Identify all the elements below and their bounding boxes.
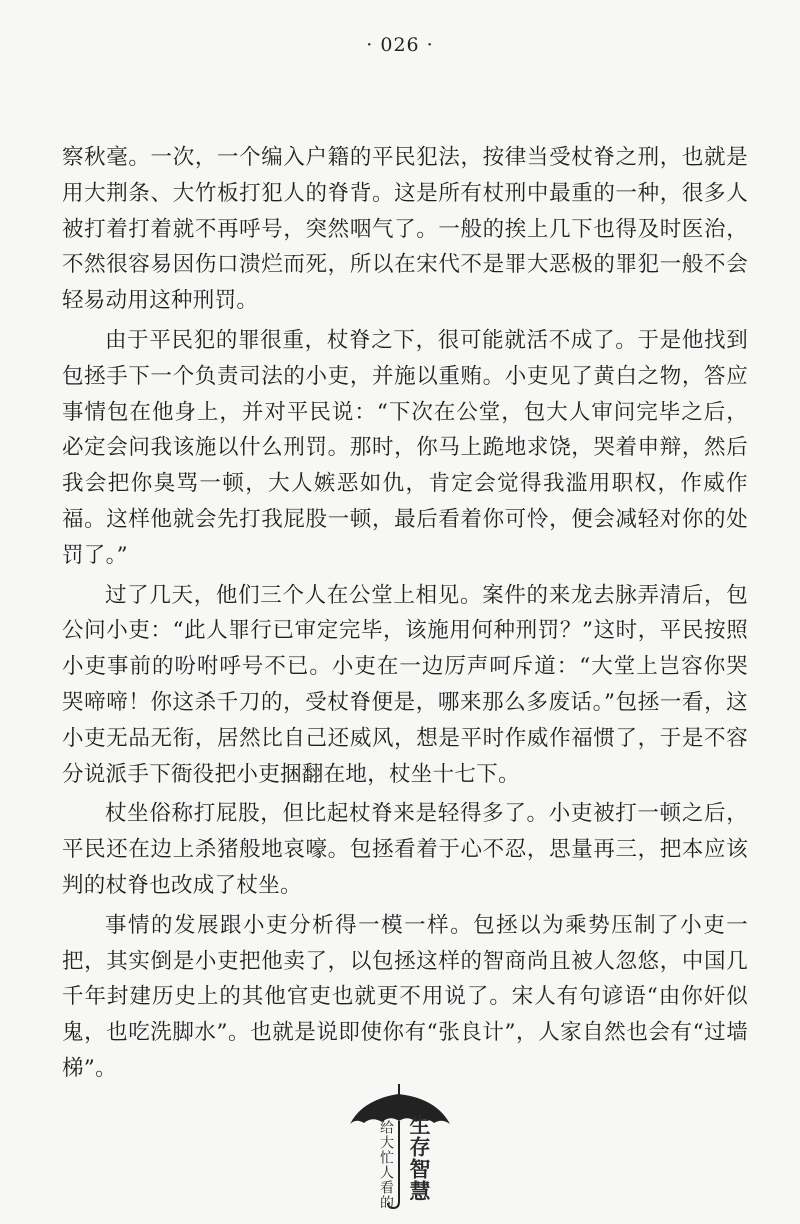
paragraph-5: 事情的发展跟小吏分析得一模一样。包拯以为乘势压制了小吏一把，其实倒是小吏把他卖了，以包拯这样的智商尚且被人忽悠，中国几千年封建历史上的其他官吏也就更不用说了。宋人有句谚语“由你奸似鬼，也吃洗脚水”。也就是说即使你有“张良计”，人家自然也会有“过墙梯”。: [62, 912, 748, 1081]
paragraph-4: 杖坐俗称打屁股，但比起杖脊来是轻得多了。小吏被打一顿之后，平民还在边上杀猪般地哀嚎。包拯看着于心不忍，思量再三，把本应该判的杖脊也改成了杖坐。: [62, 801, 748, 898]
umbrella-icon: [346, 1080, 456, 1210]
footer-logo: [346, 1080, 456, 1210]
logo-title: 生存智慧: [407, 1114, 432, 1202]
page-number: · 026 ·: [366, 34, 434, 56]
paragraph-2: 由于平民犯的罪很重，杖脊之下，很可能就活不成了。于是他找到包拯手下一个负责司法的小吏，并施以重贿。小吏见了黄白之物，答应事情包在他身上，并对平民说：“下次在公堂，包大人审问完毕之后，必定会问我该施以什么刑罚。那时，你马上跪地求饶，哭着申辩，然后我会把你臭骂一顿，大人嫉恶如仇，肯定会觉得我滥用职权，作威作福。这样他就会先打我屁股一顿，最后看着你可怜，便会减轻对你的处罚了。”: [62, 327, 748, 568]
logo-subtitle: 给大忙人看的: [378, 1120, 394, 1210]
paragraph-1: 察秋毫。一次，一个编入户籍的平民犯法，按律当受杖脊之刑，也就是用大荆条、大竹板打犯人的脊背。这是所有杖刑中最重的一种，很多人被打着打着就不再呼号，突然咽气了。一般的挨上几下也得及时医治，不然很容易因伤口溃烂而死，所以在宋代不是罪大恶极的罪犯一般不会轻易动用这种刑罚。: [62, 145, 748, 314]
paragraph-3: 过了几天，他们三个人在公堂上相见。案件的来龙去脉弄清后，包公问小吏：“此人罪行已审定完毕，该施用何种刑罚？”这时，平民按照小吏事前的吩咐呼号不已。小吏在一边厉声呵斥道：“大堂上岂容你哭哭啼啼！你这杀千刀的，受杖脊便是，哪来那么多废话。”包拯一看，这小吏无品无衔，居然比自己还威风，想是平时作威作福惯了，于是不容分说派手下衙役把小吏捆翻在地，杖坐十七下。: [62, 582, 748, 787]
body-text: [62, 140, 748, 1087]
